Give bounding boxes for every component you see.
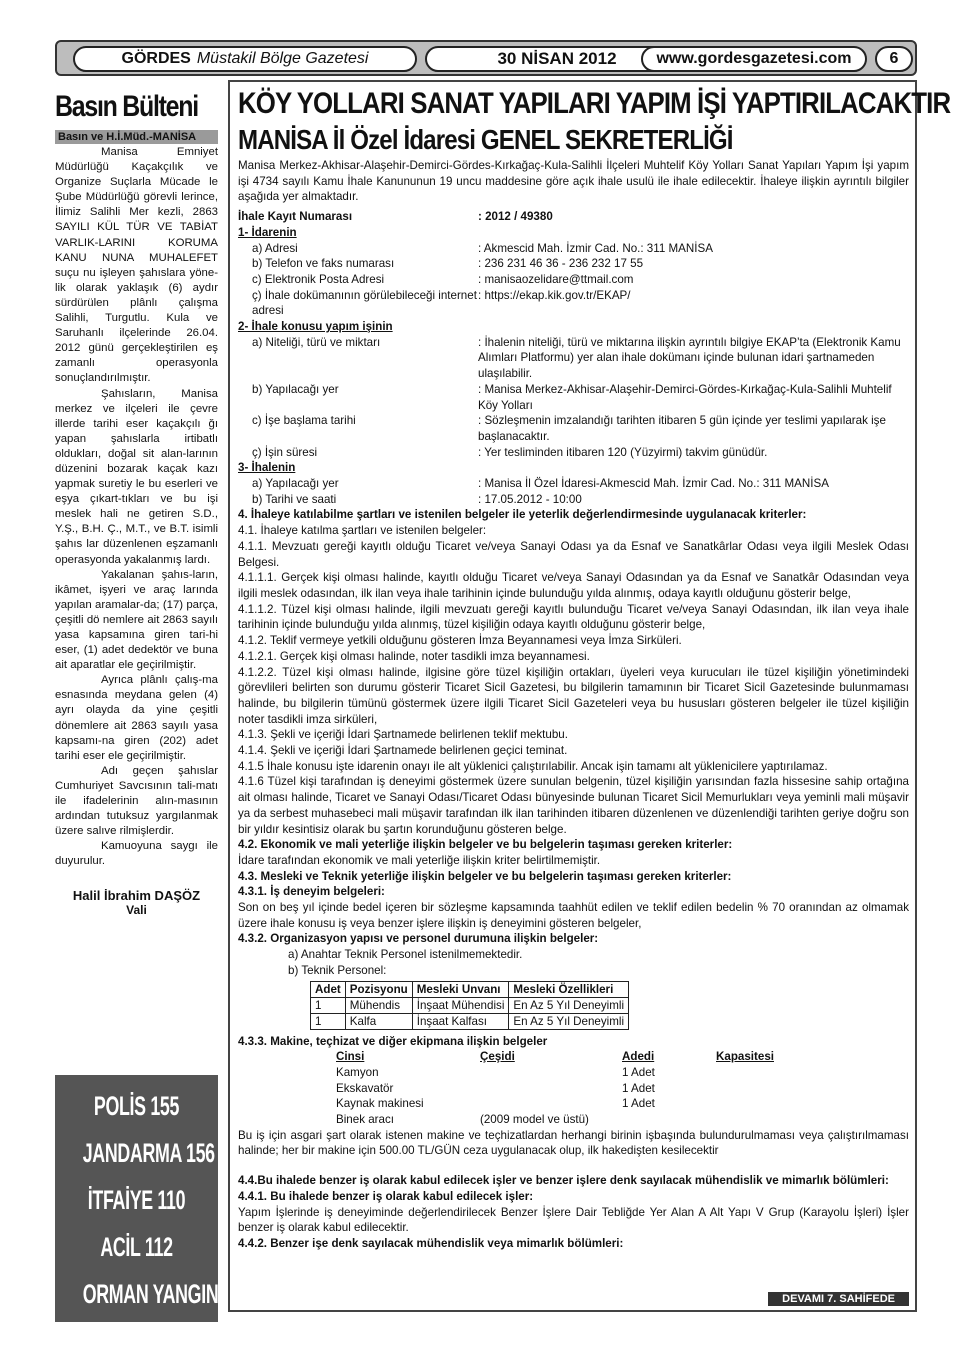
table-row	[311, 1013, 629, 1029]
personnel-table-body	[311, 997, 629, 1029]
equipment-cell	[716, 1112, 836, 1128]
press-paragraph: Adı geçen şahıslar Cumhuriyet Savcısının tali-matı ile ifadelerinin alın-masının ardından tutuksuz yargılanmak üzere salıve rilmişlerdir.	[55, 764, 218, 838]
field-label: a) Yapılacağı yer	[252, 477, 339, 491]
section-4-3-1-title: 4.3.1. İş deneyim belgeleri:	[238, 885, 385, 899]
equipment-cell: 1 Adet	[622, 1081, 655, 1095]
emergency-fire: İTFAİYE 110	[87, 1185, 186, 1215]
requirement-item: 4.1. İhaleye katılma şartları ve istenilen belgeler:	[238, 524, 487, 538]
requirement-item: 4.1.5 İhale konusu işte idarenin onayı ile alt yüklenici çalıştırılabilir. Ancak işin tamamı alt yüklenicilere yaptırılamaz.	[238, 759, 828, 773]
requirement-item: 4.1.3. Şekli ve içeriği İdari Şartnamede belirlenen teklif mektubu.	[238, 728, 568, 742]
equipment-header: Adedi	[622, 1050, 655, 1064]
personnel-cell: En Az 5 Yıl Deneyimli	[509, 1013, 629, 1029]
field-label: c) Elektronik Posta Adresi	[252, 272, 385, 286]
field-label: a) Adresi	[252, 241, 298, 255]
field-row	[238, 272, 909, 288]
equipment-cell: Ekskavatör	[336, 1081, 394, 1095]
intro-text: Manisa Merkez-Akhisar-Alaşehir-Demirci-Gördes-Kırkağaç-Kula-Salihli İlçeleri Muhtelif Köy Yolları Sanat Yapıları Yapım İşi yapım işi 4734 sayılı Kamu İhale Kanununun 19 uncu maddesine göre açık ihale usulü ile ihale edilecektir. İhaleye ilişkin ayrıntılı bilgiler aşağıda yer almaktadır.	[238, 159, 909, 204]
field-value: : İhalenin niteliği, türü ve miktarına ilişkin ayrıntılı bilgiye EKAP’ta (Elektronik Kamu Alımları Platformu) yer alan ihale dokümanı içinde bulunan idari şartnameden ulaşılabilir.	[478, 335, 901, 381]
signature-name: Halil İbrahim DAŞÖZ	[72, 887, 201, 903]
section-3-title: 3- İhalenin	[238, 461, 296, 475]
equipment-cell	[716, 1096, 836, 1112]
press-paragraph: Şahısların, Manisa merkez ve ilçeleri ile çevre illerde tarihi eser kaçakçılı ğı yapan şahıslarla irtibatlı oldukları, doğal sit alan-larının düzenini bozarak kaçak kazı yapmak suretiy le bu eserleri ve eşya çıkart-tıkları ve bu işi meslek hali ne getiren S.D., Y.Ş., B.H. Ç., M.T., ve B.T. isimli şahıs lar düzenlenen eşzamanlı operasyonda yakalanmış lardı.	[55, 387, 218, 566]
section-2-list	[238, 335, 909, 461]
issue-date: 30 NİSAN 2012	[425, 46, 689, 72]
paper-name-pill	[73, 46, 417, 72]
section-4-title: 4. İhaleye katılabilme şartları ve istenilen belgeler ile yeterlik değerlendirmesinde uygulanacak kriterler:	[238, 508, 807, 522]
equipment-cell	[622, 1112, 716, 1128]
registration-value: : 2012 / 49380	[478, 210, 553, 224]
emergency-numbers-box	[55, 1075, 252, 1322]
subheadline: MANİSA İl Özel İdaresi GENEL SEKRETERLİĞİ	[238, 124, 733, 155]
personnel-header-cell: Mesleki Unvanı	[412, 981, 509, 997]
requirement-item: 4.1.2.1. Gerçek kişi olması halinde, noter tasdikli imza beyannamesi.	[238, 649, 590, 663]
field-value: : Sözleşmenin imzalandığı tarihten itibaren 5 gün içinde yer teslimi yapılarak işe başlanacaktır.	[478, 414, 886, 443]
field-value: : manisaozelidare@ttmail.com	[478, 272, 634, 286]
registration-row	[238, 209, 909, 225]
equipment-cell	[480, 1096, 622, 1112]
personnel-header-cell: Adet	[311, 981, 346, 997]
page-number: 6	[875, 46, 913, 72]
section-1-list	[238, 241, 909, 320]
section-4-2-title: 4.2. Ekonomik ve mali yeterliğe ilişkin belgeler ve bu belgelerin taşıması gereken kriterler:	[238, 838, 733, 852]
section-2-title: 2- İhale konusu yapım işinin	[238, 320, 393, 334]
field-label: b) Tarihi ve saati	[252, 492, 337, 506]
field-value: : Akmescid Mah. İzmir Cad. No.: 311 MANİSA	[478, 241, 713, 255]
personnel-cell: 1	[311, 1013, 346, 1029]
equipment-cell: Kaynak makinesi	[336, 1097, 424, 1111]
emergency-ambulance: ACİL 112	[100, 1232, 173, 1262]
field-row	[238, 445, 909, 461]
equipment-cell: 1 Adet	[622, 1065, 655, 1079]
section-4-3-2-title: 4.3.2. Organizasyon yapısı ve personel durumuna ilişkin belgeler:	[238, 932, 599, 946]
field-row	[238, 476, 909, 492]
section-4-4-2-title: 4.4.2. Benzer işe denk sayılacak mühendislik veya mimarlık bölümleri:	[238, 1237, 624, 1250]
field-row	[238, 335, 909, 382]
press-release-body	[55, 145, 218, 870]
field-value: : 17.05.2012 - 10:00	[478, 492, 582, 506]
personnel-header-cell: Mesleki Özellikleri	[509, 981, 629, 997]
equipment-cell: Binek aracı	[336, 1113, 394, 1127]
requirement-item: 4.1.1.2. Tüzel kişi olması halinde, ilgili mevzuatı gereği kayıtlı bulunduğu Ticaret ve/veya Sanayi Odasından, ilk ilan veya ihale tarihinin içinde bulunduğu yılda alınmış, tüzel kişiliğin odaya kayıtlı olduğunu gösterir belge,	[238, 602, 909, 632]
emergency-police: POLİS 155	[93, 1091, 180, 1121]
headline: KÖY YOLLARI SANAT YAPILARI YAPIM İŞİ YAPTIRILACAKTIR	[238, 87, 951, 120]
page-header	[55, 40, 917, 76]
signature-title: Vali	[126, 902, 147, 917]
requirement-item: 4.1.2. Teklif vermeye yetkili olduğunu gösteren İmza Beyannamesi veya İmza Sirküleri.	[238, 634, 682, 648]
section-4-4-1-text: Yapım İşlerinde iş deneyiminde değerlendirilecek Benzer İşlere Dair Tebliğde Yer Alan A Alt Yapı V Grup (Karayolu İşleri) İşler benzer iş olarak kabul edilecektir.	[238, 1205, 909, 1235]
equipment-cell: 1 Adet	[622, 1097, 655, 1111]
field-value: : Manisa İl Özel İdaresi-Akmescid Mah. İzmir Cad. No.: 311 MANİSA	[478, 477, 829, 491]
equipment-cell	[716, 1081, 836, 1097]
field-row	[238, 492, 909, 508]
field-value: : Manisa Merkez-Akhisar-Alaşehir-Demirci-Gördes-Kırkağaç-Kula-Salihli Muhtelif Köy Yolları	[478, 382, 892, 412]
personnel-table	[310, 981, 629, 1030]
section-3-list	[238, 476, 909, 507]
press-release-title: Basın Bülteni	[55, 90, 198, 123]
field-label: b) Yapılacağı yer	[252, 382, 339, 396]
emergency-gendarmerie: JANDARMA 156	[82, 1138, 215, 1168]
section-4-4-title: 4.4.Bu ihalede benzer iş olarak kabul edilecek işler ve benzer işlere denk sayılacak mühendislik ve mimarlık bölümleri:	[238, 1174, 889, 1188]
equipment-header: Kapasitesi	[716, 1050, 774, 1064]
field-label: ç) İşin süresi	[252, 445, 318, 459]
personnel-cell: En Az 5 Yıl Deneyimli	[509, 997, 629, 1013]
table-row	[311, 997, 629, 1013]
field-row	[238, 241, 909, 257]
section-4-list	[238, 523, 909, 837]
field-row	[238, 382, 909, 413]
tender-announcement	[228, 80, 951, 1312]
equipment-header: Çeşidi	[480, 1050, 515, 1064]
personnel-cell: Mühendis	[345, 997, 412, 1013]
equipment-cell	[480, 1081, 622, 1097]
section-1-title: 1- İdarenin	[238, 225, 297, 239]
field-row	[238, 288, 909, 319]
field-row	[238, 413, 909, 444]
equipment-list	[336, 1049, 909, 1128]
field-label: a) Niteliği, türü ve miktarı	[252, 335, 381, 349]
personnel-cell: 1	[311, 997, 346, 1013]
personnel-cell: Kalfa	[345, 1013, 412, 1029]
field-label: c) İşe başlama tarihi	[252, 414, 356, 428]
section-4-3-2-a: a) Anahtar Teknik Personel istenilmemektedir.	[288, 948, 523, 962]
emergency-forest-fire: ORMAN YANGIN 177	[82, 1279, 252, 1309]
personnel-table-header	[311, 981, 629, 997]
field-value: : https://ekap.kik.gov.tr/EKAP/	[478, 288, 631, 302]
personnel-cell: İnşaat Kalfası	[412, 1013, 509, 1029]
personnel-cell: İnşaat Mühendisi	[412, 997, 509, 1013]
website-link[interactable]: www.gordesgazetesi.com	[641, 46, 867, 72]
paper-description: Müstakil Bölge Gazetesi	[196, 50, 369, 67]
field-value: : Yer tesliminden itibaren 120 (Yüzyirmi) takvim günüdür.	[478, 445, 768, 459]
section-4-2-text: İdare tarafından ekonomik ve mali yeterliğe ilişkin kriter belirtilmemiştir.	[238, 853, 601, 867]
section-4-3-title: 4.3. Mesleki ve Teknik yeterliğe ilişkin belgeler ve bu belgelerin taşıması gereken kriterler:	[238, 869, 732, 883]
requirement-item: 4.1.6 Tüzel kişi tarafından iş deneyimi göstermek üzere sunulan belgenin, tüzel kişiliğin yarısından fazla hissesine sahip ortağına ait olması halinde, Ticaret ve Sanayi Odası/Ticaret Odası bünyesinde bulunan Ticaret Sicil Memurlukları veya yeminli mali müşavir ya da serbest muhasebeci mali müşavir tarafından ilk ilan tarihinden itibaren düzenlenen ve düzenlendiği tarihten geriye doğru son bir yıldır kesintisiz olarak bu şartın korunduğunu gösteren belge.	[238, 775, 909, 836]
section-4-3-1-text: Son on beş yıl içinde bedel içeren bir sözleşme kapsamında taahhüt edilen ve teklif edilen bedelin % 70 oranından az olmamak üzere ihale konusu iş veya benzer işlere ilişkin iş deneyimini gösteren belgeler,	[238, 901, 909, 930]
press-paragraph: Manisa Emniyet Müdürlüğü Kaçakçılık ve Organize Suçlarla Mücade le Şube Müdürlüğü görevli lerince, İlimiz Salihli Mer kezli, 2863 SAYILI KÜL TÜR VE TABİAT VARLIK-LARINI KORUMA KANU NUNA MUHALEFET suçu nu işleyen şahıslara yöne-lik olarak yaklaşık (6) aydır sürdürülen plânlı çalışma Salihli, Turgutlu. Kula ve Saruhanlı ilçelerinde 26.04. 2012 günü gerçekleştirilen eş zamanlı operasyonla sonuçlandırılmıştır.	[55, 146, 218, 385]
equipment-cell	[716, 1065, 836, 1081]
requirement-item: 4.1.4. Şekli ve içeriği İdari Şartnamede belirlenen geçici teminat.	[238, 744, 568, 758]
personnel-header-cell: Pozisyonu	[345, 981, 412, 997]
press-release-column	[55, 88, 218, 917]
section-4-3-2-b: b) Teknik Personel:	[288, 963, 387, 977]
field-label: ç) İhale dokümanının görülebileceği internet adresi	[252, 288, 477, 318]
requirement-item: 4.1.1.1. Gerçek kişi olması halinde, kayıtlı olduğu Ticaret ve/veya Sanayi Odasından ya da Esnaf ve Sanatkâr Odasından veya ilgili meslek odasından, ilk ilan veya ihale tarihinin içinde bulunduğu yılda alınmış, odaya kayıtlı olduğunu gösterir belge,	[238, 571, 909, 600]
equipment-note: Bu iş için asgari şart olarak istenen makine ve teçhizatlardan herhangi birinin işbaşında bulundurulmaması veya çalıştırılmaması halinde; her bir makine için 500.00 TL/GÜN ceza uygulanacak olup, ilk hakedişten kesilecektir	[238, 1128, 909, 1158]
continued-label: DEVAMI 7. SAHİFEDE	[768, 1292, 909, 1306]
equipment-cell	[480, 1065, 622, 1081]
section-4-3-3-title: 4.3.3. Makine, teçhizat ve diğer ekipmana ilişkin belgeler	[238, 1034, 548, 1048]
requirement-item: 4.1.1. Mevzuatı gereği kayıtlı olduğu Ticaret ve/veya Sanayi Odası ya da Esnaf ve Sanatkârlar Odası veya ilgili Meslek Odası Belgesi.	[238, 539, 909, 569]
section-4-4-1-title: 4.4.1. Bu ihalede benzer iş olarak kabul edilecek işler:	[238, 1189, 534, 1203]
equipment-cell: (2009 model ve üstü)	[480, 1113, 589, 1127]
press-paragraph: Yakalanan şahıs-ların, ikâmet, işyeri ve araç larında yapılan aramalar-da; (17) parça, çeşitli dö nemlere ait 2863 sayılı yasa kapsamına giren tari-hi eser, (1) adet dedektör ve buna ait aparatlar ele geçirilmiştir.	[55, 568, 218, 672]
press-paragraph: Ayrıca plânlı çalış-ma esnasında meydana gelen (4) ayrı olayda da yine çeşitli dönemlere ait 2863 sayılı yasa kapsamı-na giren (202) adet tarihi eser ele geçirilmiştir.	[55, 674, 218, 762]
field-label: b) Telefon ve faks numarası	[252, 257, 395, 271]
press-release-source: Basın ve H.İ.Müd.-MANİSA	[55, 130, 218, 144]
field-value: : 236 231 46 36 - 236 232 17 55	[478, 257, 644, 271]
equipment-header: Cinsi	[336, 1050, 365, 1064]
equipment-cell: Kamyon	[336, 1065, 379, 1079]
registration-label: İhale Kayıt Numarası	[238, 210, 353, 224]
requirement-item: 4.1.2.2. Tüzel kişi olması halinde, ilgisine göre tüzel kişiliğin ortakları, üyeleri veya kurucuları ile tüzel kişiliğin yönetimindeki görevlileri belirten son durumu gösterir Ticaret Sicil Gazetesi, bu bilgilerin tamamının bir Ticaret Sicil Gazetesinde bulunmaması halinde, bu bilgilerin tümünü göstermek üzere ilgili Ticaret Sicil Gazeteleri veya bu hususları gösteren belgeler ile tüzel kişiliğin noter tasdikli imza sirküleri,	[238, 665, 909, 726]
press-paragraph: Kamuoyuna saygı ile duyurulur.	[55, 840, 218, 868]
field-row	[238, 256, 909, 272]
paper-name: GÖRDES	[121, 50, 191, 67]
